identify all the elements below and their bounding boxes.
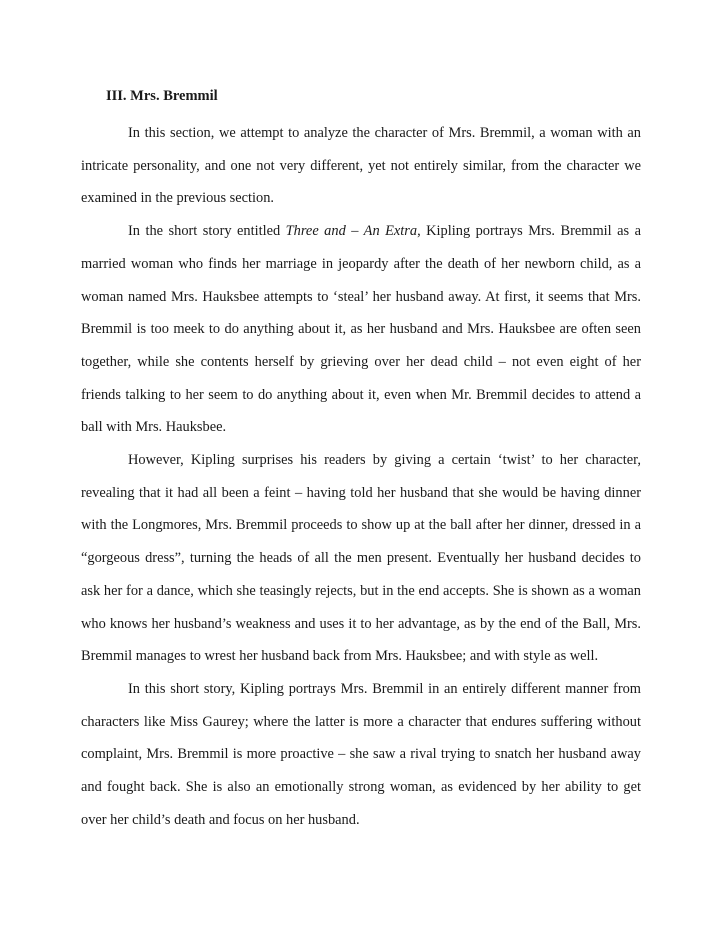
paragraph-intro: In this section, we attempt to analyze the character of Mrs. Bremmil, a woman with an intricate personality, and one not very different, yet not entirely similar, from the character we examined in the previous section. bbox=[81, 125, 641, 207]
paragraph-comparison: In this short story, Kipling portrays Mrs. Bremmil in an entirely different manner from characters like Miss Gaurey; where the latter is more a character that endures suffering without complaint, Mrs. Bremmil is more proactive – she saw a rival trying to snatch her husband away and fought back. She is also an emotionally strong woman, as evidenced by her ability to get over her child’s death and focus on her husband. bbox=[81, 680, 641, 828]
paragraph-story-summary-after: , Kipling portrays Mrs. Bremmil as a married woman who finds her marriage in jeopardy after the death of her newborn child, as a woman named Mrs. Hauksbee attempts to ‘steal’ her husband away. At first, it seems that Mrs. Bremmil is too meek to do anything about it, as her husband and Mrs. Hauksbee are often seen together, while she contents herself by grieving over her dead child – not even eight of her friends talking to her seem to do anything about it, even when Mr. Bremmil decides to attend a ball with Mrs. Hauksbee. bbox=[81, 223, 641, 436]
paragraph-story-summary-before: In the short story entitled bbox=[128, 223, 286, 240]
paragraph-story-summary bbox=[81, 215, 641, 444]
section-body bbox=[81, 117, 641, 836]
paragraph-twist: However, Kipling surprises his readers by giving a certain ‘twist’ to her character, revealing that it had all been a feint – having told her husband that she would be having dinner with the Longmores, Mrs. Bremmil proceeds to show up at the ball after her dinner, dressed in a “gorgeous dress”, turning the heads of all the men present. Eventually her husband decides to ask her for a dance, which she teasingly rejects, but in the end accepts. She is shown as a woman who knows her husband’s weakness and uses it to her advantage, as by the end of the Ball, Mrs. Bremmil manages to wrest her husband back from Mrs. Hauksbee; and with style as well. bbox=[81, 452, 641, 665]
section-heading: III. Mrs. Bremmil bbox=[106, 88, 218, 104]
story-title: Three and – An Extra bbox=[285, 223, 418, 240]
